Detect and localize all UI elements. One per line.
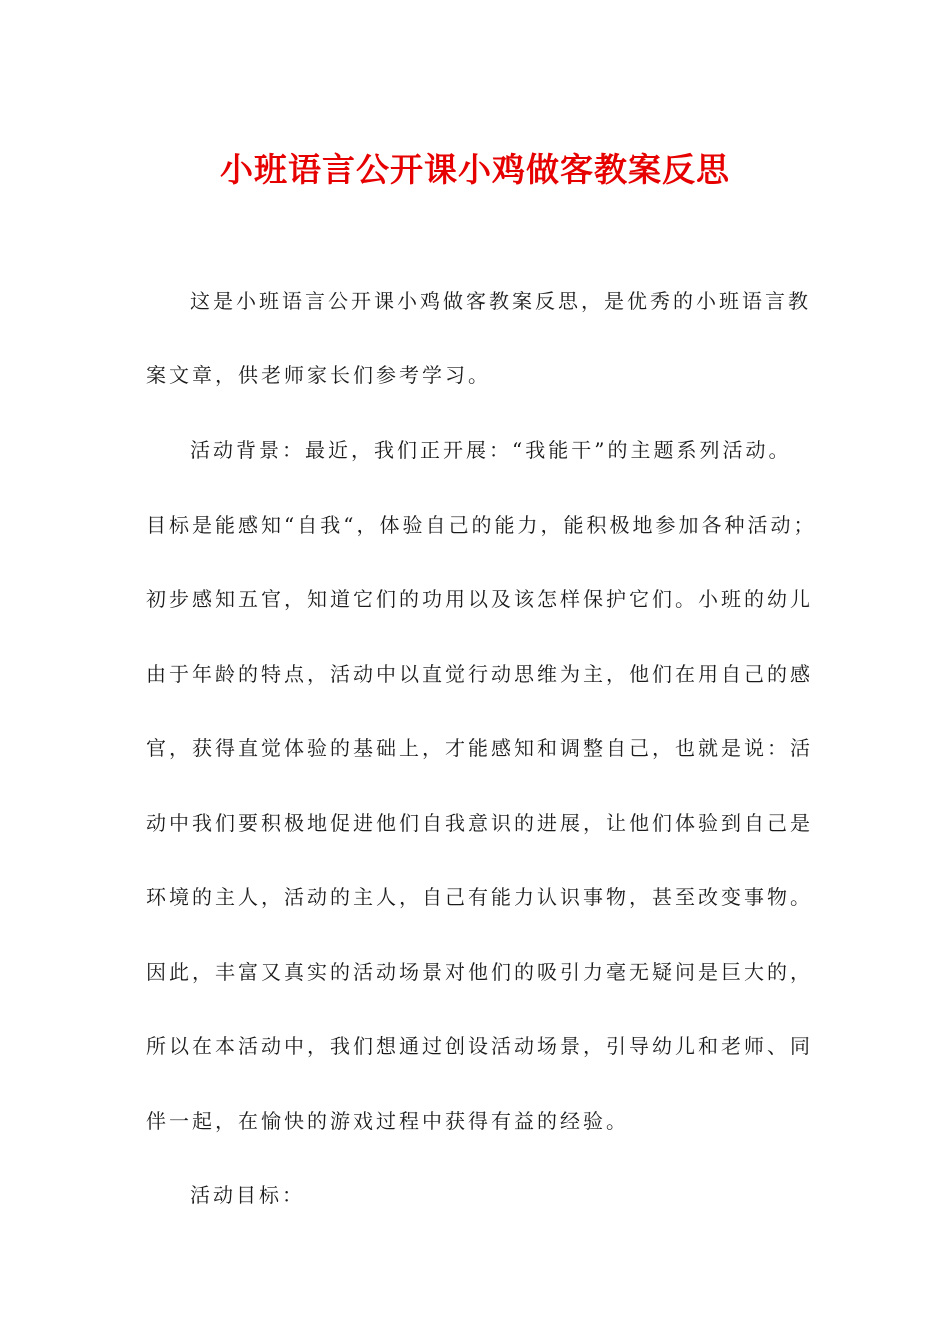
paragraph-line: 活动背景：最近，我们正开展：“我能干”的主题系列活动。	[190, 438, 792, 462]
document-title: 小班语言公开课小鸡做客教案反思	[220, 150, 730, 189]
paragraph-line: 由于年龄的特点，活动中以直觉行动思维为主，他们在用自己的感	[146, 662, 813, 686]
paragraph-line: 环境的主人，活动的主人，自己有能力认识事物，甚至改变事物。	[146, 885, 813, 909]
paragraph-line: 伴一起，在愉快的游戏过程中获得有益的经验。	[146, 1109, 629, 1133]
section-heading: 活动目标：	[190, 1183, 305, 1207]
paragraph-line: 初步感知五官，知道它们的功用以及该怎样保护它们。小班的幼儿	[146, 587, 813, 611]
paragraph-line: 因此，丰富又真实的活动场景对他们的吸引力毫无疑问是巨大的，	[146, 960, 813, 984]
paragraph-line: 动中我们要积极地促进他们自我意识的进展，让他们体验到自己是	[146, 811, 813, 835]
paragraph-line: 案文章，供老师家长们参考学习。	[146, 363, 491, 387]
paragraph-line: 这是小班语言公开课小鸡做客教案反思，是优秀的小班语言教	[190, 289, 811, 313]
paragraph-line: 所以在本活动中，我们想通过创设活动场景，引导幼儿和老师、同	[146, 1034, 813, 1058]
paragraph-line: 官，获得直觉体验的基础上，才能感知和调整自己，也就是说：活	[146, 736, 813, 760]
paragraph-line: 目标是能感知“自我“，体验自己的能力，能积极地参加各种活动；	[146, 513, 817, 537]
